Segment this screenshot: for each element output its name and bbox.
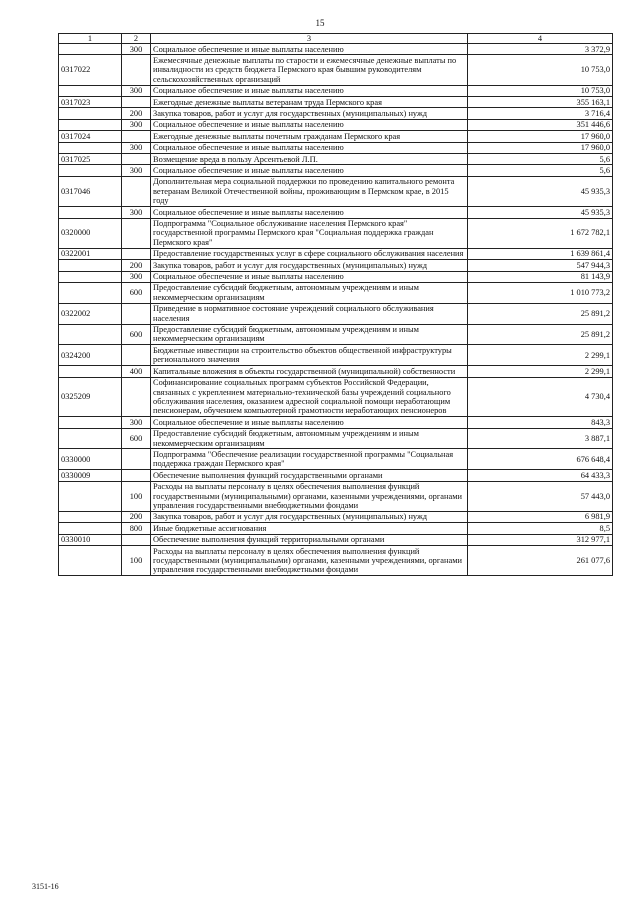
table-row [59,324,613,345]
amount-cell: 1 010 773,2 [468,282,613,303]
expense-type-cell [122,131,151,142]
description-cell: Социальное обеспечение и иные выплаты населению [151,271,468,282]
header-col-3: 3 [151,34,468,44]
table-row [59,511,613,522]
description-cell: Капитальные вложения в объекты государственной (муниципальной) собственности [151,366,468,377]
expense-type-cell [122,303,151,324]
expense-type-cell: 300 [122,44,151,55]
table-row [59,260,613,271]
description-cell: Закупка товаров, работ и услуг для государственных (муниципальных) нужд [151,260,468,271]
amount-cell: 25 891,2 [468,303,613,324]
code-cell: 0324200 [59,345,122,366]
amount-cell: 312 977,1 [468,534,613,545]
code-cell [59,428,122,449]
description-cell: Закупка товаров, работ и услуг для государственных (муниципальных) нужд [151,108,468,119]
expense-type-cell: 100 [122,546,151,576]
code-cell: 0322002 [59,303,122,324]
code-cell: 0322001 [59,248,122,259]
footer-code: 3151-16 [32,882,59,891]
code-cell [59,165,122,176]
code-cell [59,523,122,534]
amount-cell: 45 935,3 [468,207,613,218]
table-row [59,218,613,248]
code-cell: 0317025 [59,154,122,165]
code-cell [59,366,122,377]
code-cell [59,119,122,130]
code-cell [59,207,122,218]
table-row [59,85,613,96]
code-cell [59,85,122,96]
table-row [59,165,613,176]
code-cell [59,417,122,428]
expense-type-cell: 400 [122,366,151,377]
code-cell [59,108,122,119]
code-cell: 0330009 [59,470,122,481]
expense-type-cell: 300 [122,165,151,176]
amount-cell: 17 960,0 [468,131,613,142]
expense-type-cell: 600 [122,282,151,303]
amount-cell: 1 639 861,4 [468,248,613,259]
table-row [59,271,613,282]
code-cell [59,271,122,282]
amount-cell: 6 981,9 [468,511,613,522]
code-cell [59,142,122,153]
description-cell: Обеспечение выполнения функций государственными органами [151,470,468,481]
expense-type-cell [122,377,151,417]
expense-type-cell: 300 [122,119,151,130]
expense-type-cell [122,97,151,108]
code-cell: 0317023 [59,97,122,108]
description-cell: Расходы на выплаты персоналу в целях обеспечения выполнения функций государственными (муниципальными) органами, казенными учреждениями, органами управления государственными внебюджетными фондами [151,481,468,511]
description-cell: Ежегодные денежные выплаты почетным гражданам Пермского края [151,131,468,142]
amount-cell: 2 299,1 [468,366,613,377]
code-cell: 0317046 [59,176,122,206]
description-cell: Ежегодные денежные выплаты ветеранам труда Пермского края [151,97,468,108]
expense-type-cell: 200 [122,260,151,271]
amount-cell: 81 143,9 [468,271,613,282]
table-row [59,303,613,324]
description-cell: Иные бюджетные ассигнования [151,523,468,534]
expense-type-cell: 800 [122,523,151,534]
amount-cell: 57 443,0 [468,481,613,511]
table-row [59,119,613,130]
expense-type-cell [122,248,151,259]
table-row [59,546,613,576]
amount-cell: 3 716,4 [468,108,613,119]
description-cell: Предоставление субсидий бюджетным, автономным учреждениям и иным некоммерческим организациям [151,282,468,303]
amount-cell: 4 730,4 [468,377,613,417]
expense-type-cell [122,218,151,248]
amount-cell: 64 433,3 [468,470,613,481]
description-cell: Социальное обеспечение и иные выплаты населению [151,417,468,428]
description-cell: Социальное обеспечение и иные выплаты населению [151,119,468,130]
expense-type-cell: 200 [122,511,151,522]
expense-type-cell [122,449,151,470]
expense-type-cell [122,470,151,481]
amount-cell: 676 648,4 [468,449,613,470]
description-cell: Приведение в нормативное состояние учреждений социального обслуживания населения [151,303,468,324]
table-row [59,154,613,165]
code-cell: 0317024 [59,131,122,142]
budget-table-body [59,34,613,576]
amount-cell: 8,5 [468,523,613,534]
amount-cell: 45 935,3 [468,176,613,206]
code-cell [59,481,122,511]
code-cell: 0330000 [59,449,122,470]
table-row [59,534,613,545]
code-cell [59,44,122,55]
code-cell: 0330010 [59,534,122,545]
expense-type-cell: 300 [122,142,151,153]
amount-cell: 547 944,3 [468,260,613,271]
amount-cell: 351 446,6 [468,119,613,130]
expense-type-cell [122,345,151,366]
code-cell [59,260,122,271]
amount-cell: 25 891,2 [468,324,613,345]
description-cell: Подпрограмма "Обеспечение реализации государственной программы "Социальная поддержка граждан Пермского края" [151,449,468,470]
description-cell: Подпрограмма "Социальное обслуживание населения Пермского края" государственной программы Пермского края "Социальная поддержка граждан Пермского края" [151,218,468,248]
description-cell: Социальное обеспечение и иные выплаты населению [151,44,468,55]
amount-cell: 5,6 [468,154,613,165]
expense-type-cell: 600 [122,428,151,449]
amount-cell: 261 077,6 [468,546,613,576]
description-cell: Софинансирование социальных программ субъектов Российской Федерации, связанных с укреплением материально-технической базы учреждений социального обслуживания населения, оказанием адресной социальной помощи неработающим пенсионерам, обучением компьютерной грамотности неработающих пенсионеров [151,377,468,417]
expense-type-cell: 300 [122,271,151,282]
description-cell: Социальное обеспечение и иные выплаты населению [151,142,468,153]
page-number: 15 [315,18,325,28]
code-cell: 0320000 [59,218,122,248]
expense-type-cell [122,176,151,206]
code-cell [59,511,122,522]
amount-cell: 2 299,1 [468,345,613,366]
amount-cell: 1 672 782,1 [468,218,613,248]
table-row [59,449,613,470]
description-cell: Социальное обеспечение и иные выплаты населению [151,207,468,218]
table-row [59,55,613,85]
table-row [59,428,613,449]
header-col-2: 2 [122,34,151,44]
expense-type-cell [122,534,151,545]
expense-type-cell: 600 [122,324,151,345]
header-col-4: 4 [468,34,613,44]
table-row [59,523,613,534]
amount-cell: 3 372,9 [468,44,613,55]
table-row [59,282,613,303]
table-row [59,481,613,511]
amount-cell: 10 753,0 [468,85,613,96]
code-cell [59,282,122,303]
amount-cell: 843,3 [468,417,613,428]
table-row [59,207,613,218]
code-cell [59,546,122,576]
expense-type-cell: 100 [122,481,151,511]
description-cell: Дополнительная мера социальной поддержки по проведению капитального ремонта ветеранам Великой Отечественной войны, проживающим в Пермском крае, в 2015 году [151,176,468,206]
description-cell: Расходы на выплаты персоналу в целях обеспечения выполнения функций государственными (муниципальными) органами, казенными учреждениями, органами управления государственными внебюджетными фондами [151,546,468,576]
table-row [59,142,613,153]
description-cell: Социальное обеспечение и иные выплаты населению [151,85,468,96]
description-cell: Предоставление субсидий бюджетным, автономным учреждениям и иным некоммерческим организациям [151,428,468,449]
expense-type-cell: 300 [122,85,151,96]
table-row [59,44,613,55]
table-row [59,131,613,142]
amount-cell: 3 887,1 [468,428,613,449]
table-row [59,470,613,481]
table-row [59,417,613,428]
expense-type-cell: 300 [122,207,151,218]
table-row [59,248,613,259]
expense-type-cell [122,154,151,165]
description-cell: Предоставление субсидий бюджетным, автономным учреждениям и иным некоммерческим организациям [151,324,468,345]
amount-cell: 10 753,0 [468,55,613,85]
description-cell: Обеспечение выполнения функций территориальными органами [151,534,468,545]
amount-cell: 17 960,0 [468,142,613,153]
expense-type-cell: 300 [122,417,151,428]
table-row [59,345,613,366]
table-row [59,97,613,108]
code-cell: 0317022 [59,55,122,85]
description-cell: Ежемесячные денежные выплаты по старости и ежемесячные денежные выплаты по инвалидности из средств бюджета Пермского края бывшим руководителям сельскохозяйственных организаций [151,55,468,85]
expense-type-cell: 200 [122,108,151,119]
header-col-1: 1 [59,34,122,44]
description-cell: Закупка товаров, работ и услуг для государственных (муниципальных) нужд [151,511,468,522]
amount-cell: 5,6 [468,165,613,176]
description-cell: Социальное обеспечение и иные выплаты населению [151,165,468,176]
expense-type-cell [122,55,151,85]
description-cell: Возмещение вреда в пользу Арсентьевой Л.П. [151,154,468,165]
budget-table [58,33,613,576]
table-row [59,176,613,206]
table-row [59,366,613,377]
description-cell: Бюджетные инвестиции на строительство объектов общественной инфраструктуры регионального значения [151,345,468,366]
table-row [59,108,613,119]
code-cell: 0325209 [59,377,122,417]
code-cell [59,324,122,345]
amount-cell: 355 163,1 [468,97,613,108]
table-header-row [59,34,613,44]
description-cell: Предоставление государственных услуг в сфере социального обслуживания населения [151,248,468,259]
table-row [59,377,613,417]
